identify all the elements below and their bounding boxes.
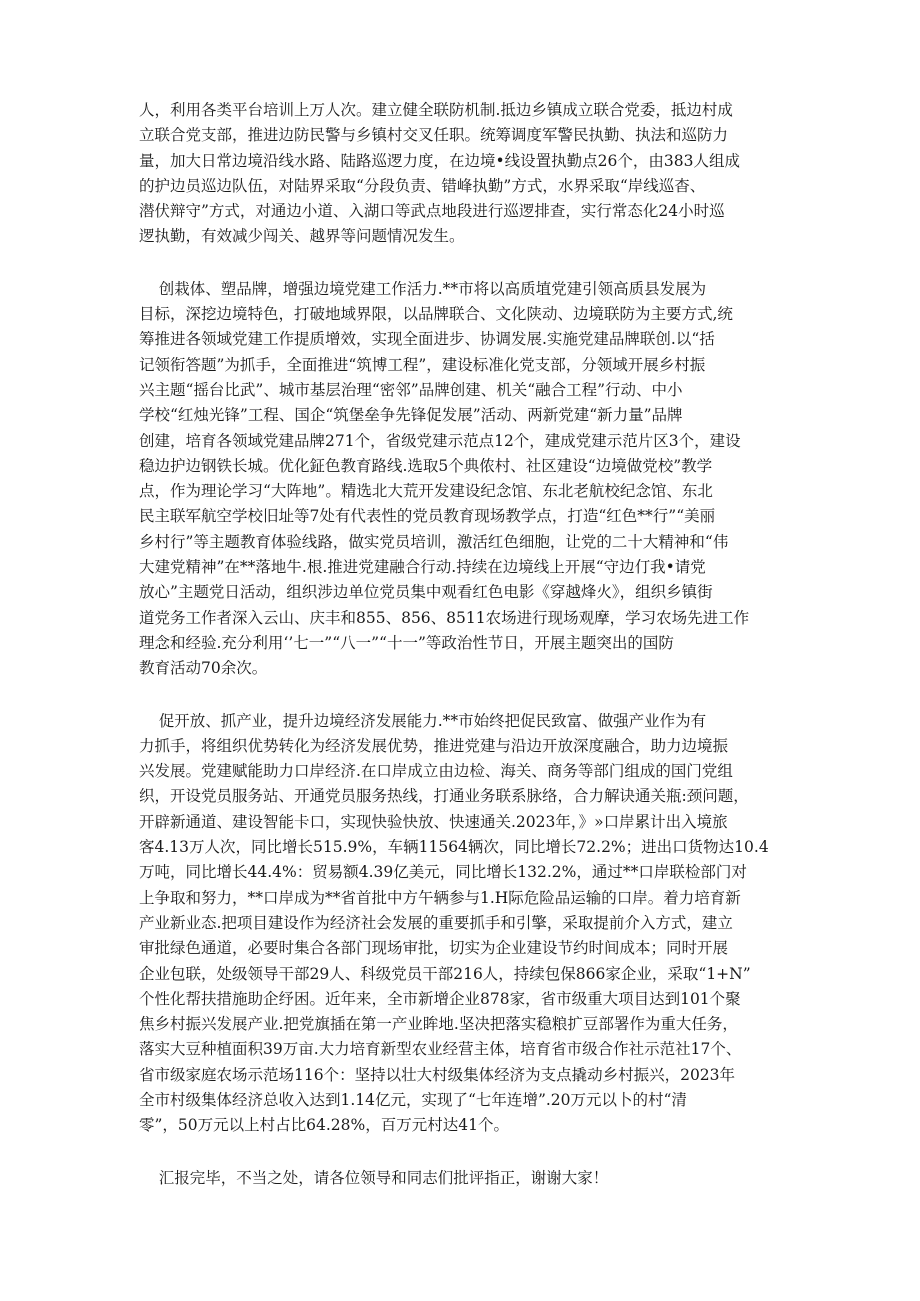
paragraph-economic-development: 促开放、抓产业，提升边境经济发展能力.**市始终把促民致富、做强产业作为有 力抓手，将组织优势转化为经济发展优势，推进党建与沿边开放深度融合，助力边境振 兴发展。党建赋能助力口岸经济.在口岸成立由边检、海关、商务等部门组成的国门党组 织，开设党员服务站、开通党员服务热线，打通业务联系脉络，合力解诀通关瓶:颈问题， 开辟新通道、建设智能卡口，实现快验快放、快速通关.2023年，》»口岸累计出入境旅 客4.13万人次，同比增长515.9%，车辆11564辆次，同比增长72.2%；进出口货物达10.4 万吨，同比增长44.4%：贸易额4.39亿美元，同比增长132.2%，通过**口岸联检部门对 上争取和努力，**口岸成为**省首批中方午辆参与1.H际危险品运输的口岸。着力培育新 产业新业态.把项目建设作为经济社会发展的重要抓手和引擎，采取提前介入方式，建立 审批绿色通道，必要时集合各部门现场审批，切实为企业建设节约时间成本；同时开展 企业包联，处级领导干部29人、科级党员干部216人，持续包保866家企业，采取“1+N” 个性化帮扶措施助企纾困。近年来，全市新增企业878家，省市级重大项目达到101个聚 焦乡村振兴发展产业.把党旗插在第一产业眸地.坚决把落实稳粮扩豆部署作为重大任务， 落实大豆种植面积39万亩.大力培育新型农业经营主体，培育省市级合作社示范社17个、 省市级家庭农场示范场116个：坚持以壮大村级集体经济为支点撬动乡村振兴，2023年 全市村级集体经济总收入达到1.14亿元，实现了“七年连增”.20万元以卜的村“清 零”，50万元以上村占比64.28%，百万元村达41个。 <box>139 711 769 1135</box>
paragraph-closing: 汇报完毕，不当之处，请各位领导和同志们批评指正，谢谢大家！ <box>139 1168 609 1187</box>
document-body <box>139 98 799 1191</box>
paragraph-border-defense: 人，利用各类平台培训上万人次。建立健全联防机制.抵边乡镇成立联合党委，抵边村成 立联合党支部，推进边防民警与乡镇村交叉任职。统筹调度军警民执勤、执法和巡防力 量，加大日常边境沿线水路、陆路巡逻力度，在边境•线设置执勤点26个，由383人组成 的护边员巡边队伍，对陆界采取“分段负责、错峰执勤”方式，水界采取“岸线巡杳、 潜伏辩守”方式，对通边小道、入湖口等武点地段进行巡逻排查，实行常态化24小时巡 逻执勤，有效减少闯关、越界等问题情况发生。 <box>139 101 740 246</box>
paragraph-party-branding: 创栽体、塑品牌，增强边境党建工作活力.**市将以高质埴党建引领高质县发展为 目标，深挖边境特色，打破地域界限，以品牌联合、文化陕动、边境联防为主要方式,统 筹推进各领域党建工作提质增效，实现全面进步、协调发展.实施党建品牌联创.以“括 记领衔答题”为抓手，全面推进“筑博工程”，建设标准化党支部，分领域开展乡村振 兴主题“摇台比武”、城市基层治理“密邻”品牌创建、机关“融合工程”行动、中小 学校“红烛光锋”工程、国企“筑堡垒争先锋促发展”活动、两新党建“新力量”品牌 创建，培育各领域党建品牌271个，省级党建示范点12个，建成党建示范片区3个，建设 稳边护边钢铁长城。优化鉦色教育路线.选取5个典侬村、社区建设“边境做党校”教学 点，作为理论学习“大阵地”。精选北大荒开发建设纪念馆、东北老航校纪念馆、东北 民主联军航空学校旧址等7处有代表性的党员教育现场教学点，打造“红色**行”“美丽 乡村行”等主题教育体验线路，做实党员培训，激活红色细胞，让党的二十大精神和“伟 大建党精神”在**落地牛.根.推进党建融合行动.持续在边境线上开展“守边仃我•请党 放心”主题党日活动，组织涉边单位党员集中观看红色电影《穿越烽火》，组织乡镇街 道党务工作者深入云山、庆丰和855、856、8511农场进行现场观摩，学习农场先进工作 理念和经验.充分利用‘’七一”“八一”“十一”等政治性节日，开展主题突出的国防 教育活动70余次。 <box>139 279 750 678</box>
